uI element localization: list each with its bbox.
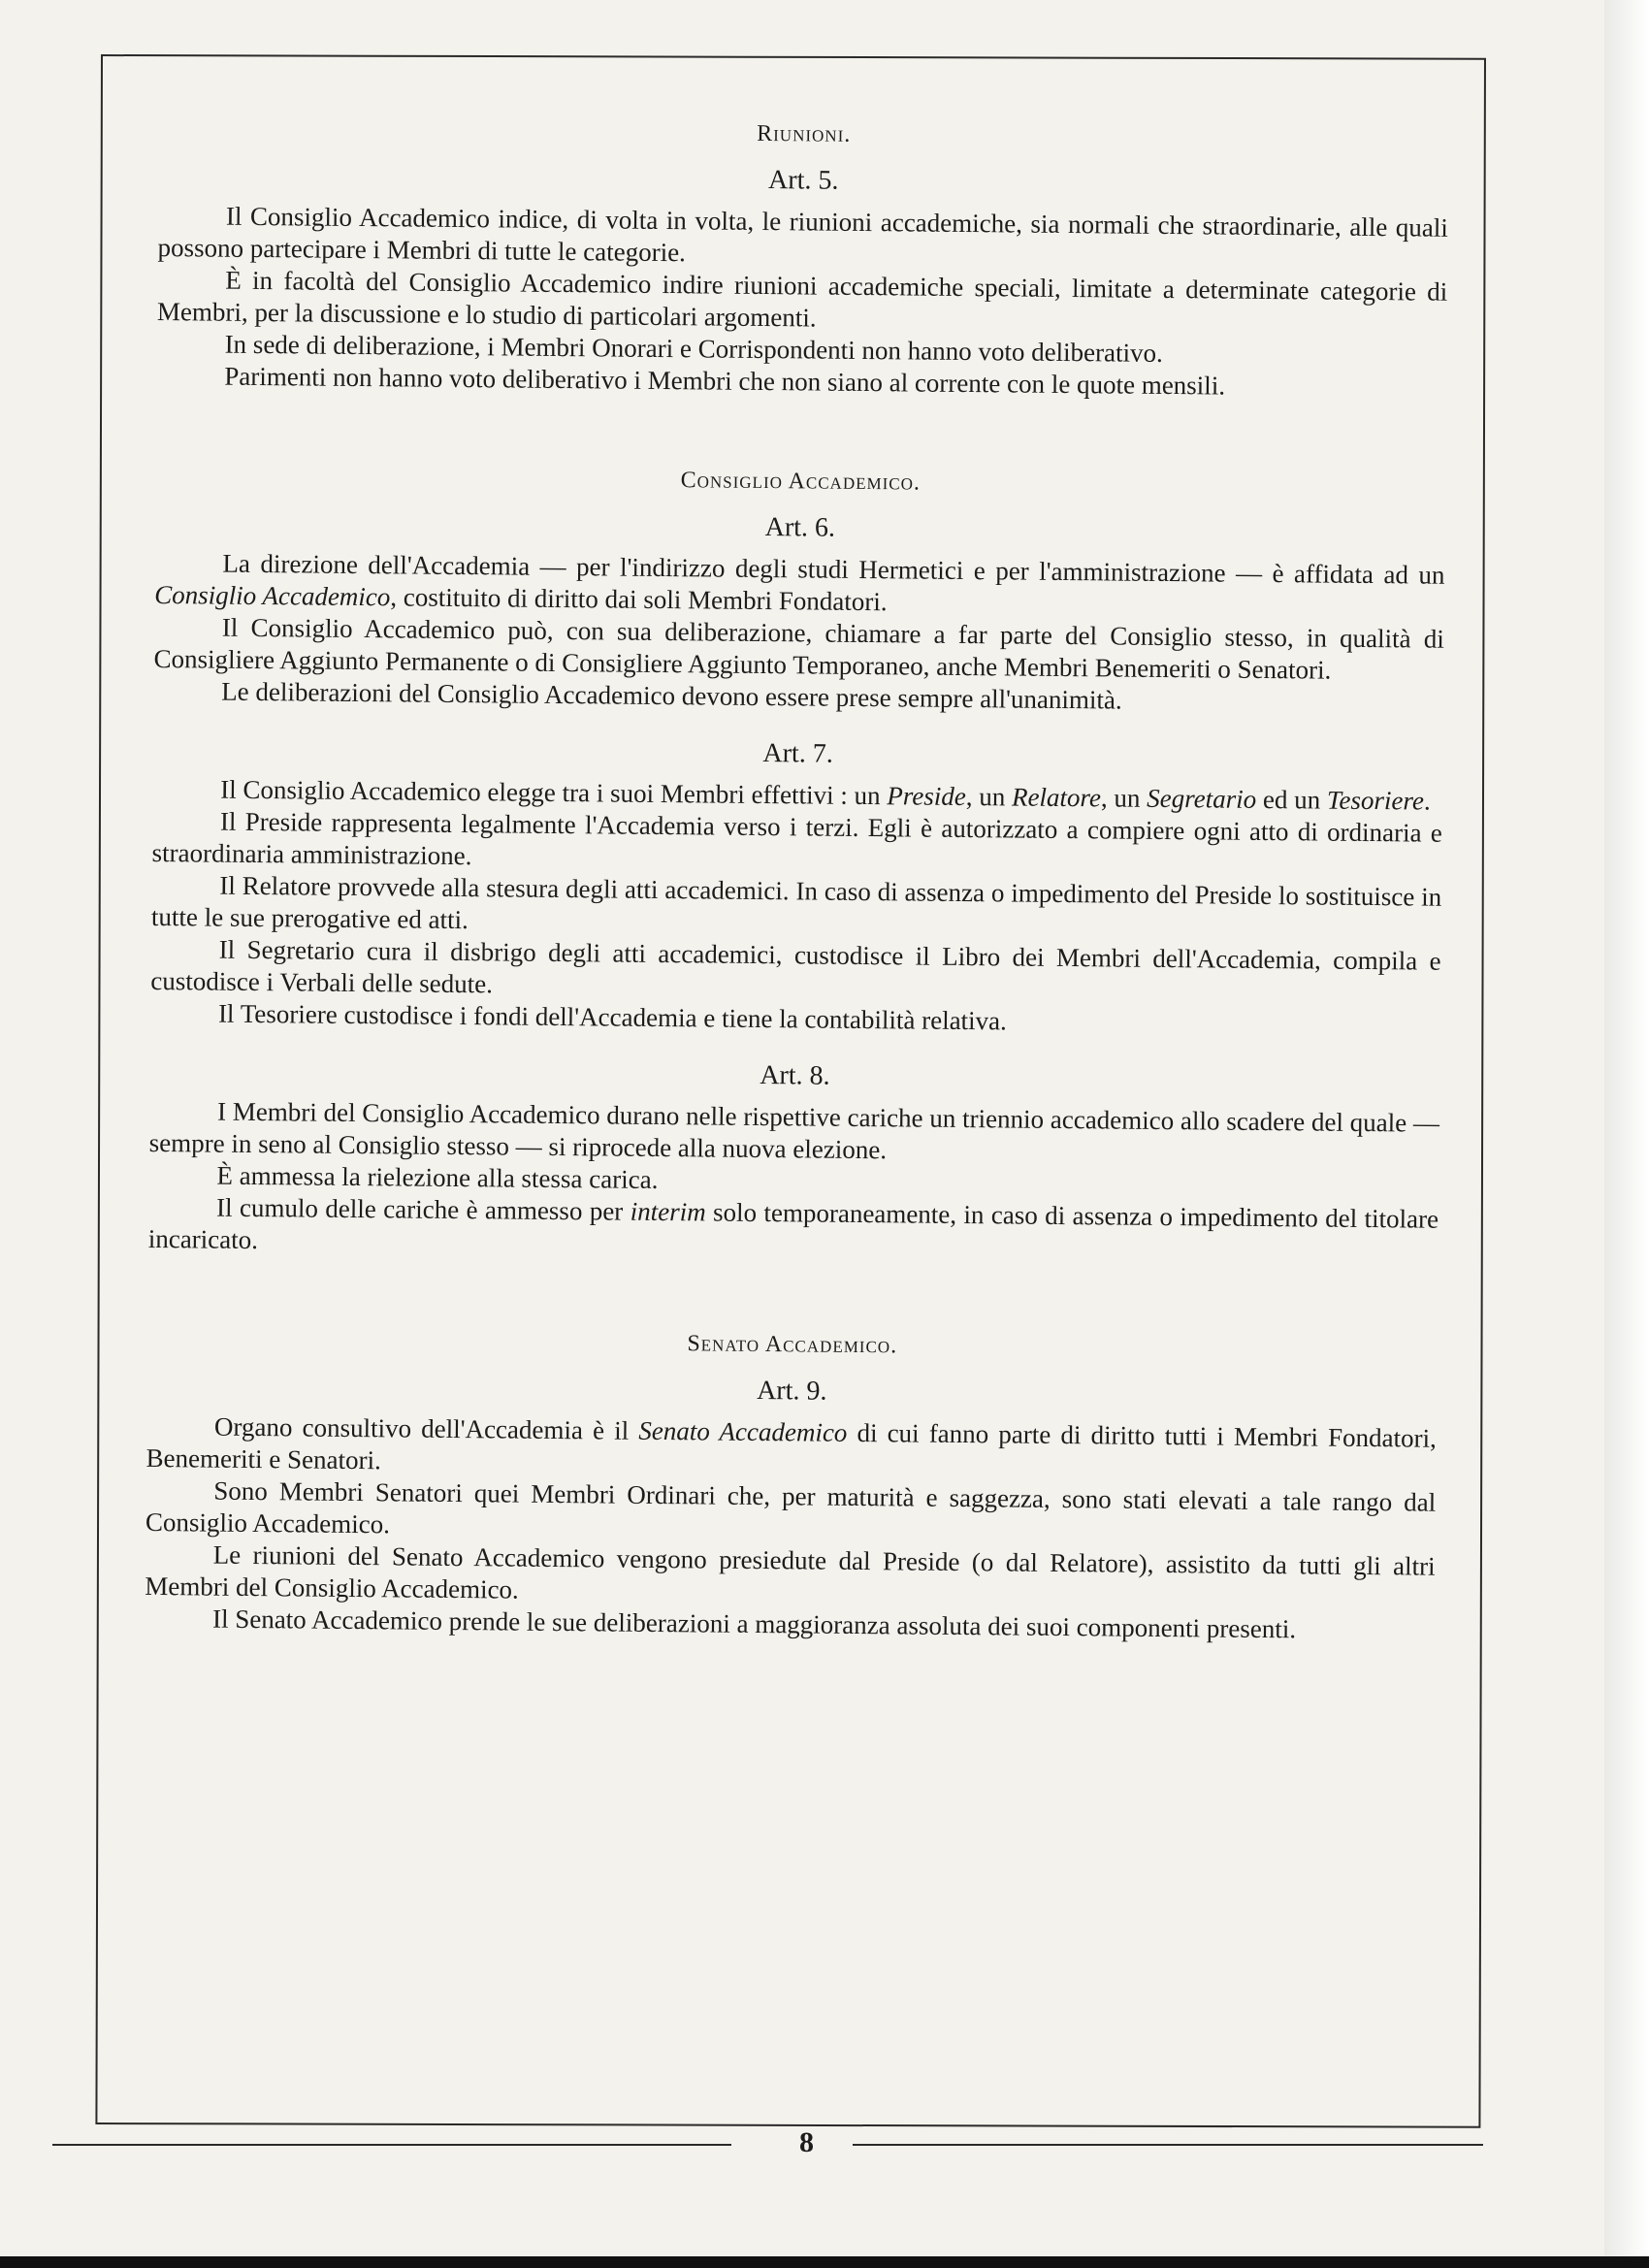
article-5-paragraph-3: In sede di deliberazione, i Membri Onorari e Corrispondenti non hanno voto deliberativo. bbox=[224, 329, 1164, 368]
article-8-paragraph-2: È ammessa la rielezione alla stessa carica. bbox=[216, 1160, 659, 1194]
article-9-title: Art. 9. bbox=[757, 1375, 827, 1407]
article-7-paragraph-4: Il Segretario cura il disbrigo degli atti accademici, custodisce il Libro dei Membri dell'Accademia, compila e custodisce i Verbali delle sedute. bbox=[150, 934, 1441, 999]
article-5-paragraph-2: È in facoltà del Consiglio Accademico indire riunioni accademiche speciali, limitate a determinate categorie di Membri, per la discussione e lo studio di particolari argomenti. bbox=[156, 265, 1448, 333]
footer-rule-left bbox=[52, 2144, 731, 2146]
page-content bbox=[145, 107, 1449, 1647]
article-9-paragraph-3: Le riunioni del Senato Accademico vengono presiedute dal Preside (o dal Relatore), assistito da tutti gli altri Membri del Consiglio Accademico. bbox=[145, 1539, 1436, 1604]
article-7-paragraph-2: Il Preside rappresenta legalmente l'Accademia verso i terzi. Egli è autorizzato a compiere ogni atto di ordinaria e straordinaria amministrazione. bbox=[151, 806, 1443, 871]
article-8-paragraph-1: I Membri del Consiglio Accademico durano nelle rispettive cariche un triennio accademico allo scadere del quale — sempre in seno al Consiglio stesso — si riprocede alla nuova elezione. bbox=[148, 1096, 1440, 1165]
scan-margin bbox=[1604, 0, 1649, 2268]
article-9-paragraph-4: Il Senato Accademico prende le sue deliberazioni a maggioranza assoluta dei suoi componenti presenti. bbox=[211, 1604, 1297, 1644]
article-7-title: Art. 7. bbox=[762, 738, 833, 769]
article-7-paragraph-1: Il Consiglio Accademico elegge tra i suoi Membri effettivi : un Preside, un Relatore, un Segretario ed un Tesoriere. bbox=[220, 774, 1431, 816]
article-6-title: Art. 6. bbox=[764, 512, 836, 543]
scan-bottom-edge bbox=[0, 2256, 1649, 2268]
article-6-paragraph-3: Le deliberazioni del Consiglio Accademico devono essere prese sempre all'unanimità. bbox=[221, 676, 1122, 715]
article-8-paragraph-3: Il cumulo delle cariche è ammesso per interim solo temporaneamente, in caso di assenza o impedimento del titolare incaricato. bbox=[147, 1192, 1439, 1255]
page-footer bbox=[52, 2126, 1488, 2158]
page-number: 8 bbox=[799, 2126, 814, 2158]
section-title-consiglio: Consiglio Accademico. bbox=[680, 468, 922, 496]
article-9-paragraph-2: Sono Membri Senatori quei Membri Ordinari che, per maturità e saggezza, sono stati elevati a tale rango dal Consiglio Accademico. bbox=[145, 1475, 1437, 1539]
section-title-riunioni: Riunioni. bbox=[757, 120, 852, 147]
article-5-title: Art. 5. bbox=[767, 165, 839, 196]
article-6-paragraph-2: Il Consiglio Accademico può, con sua deliberazione, chiamare a far parte del Consiglio stesso, in qualità di Consigliere Aggiunto Permanente o di Consigliere Aggiunto Temporaneo, anche Membri Benemeriti o Senatori. bbox=[153, 612, 1444, 685]
section-title-senato: Senato Accademico. bbox=[687, 1331, 898, 1359]
footer-rule-right bbox=[853, 2144, 1483, 2146]
article-6-paragraph-1: La direzione dell'Accademia — per l'indirizzo degli studi Hermetici e per l'amministrazione — è affidata ad un Consiglio Accademico, costituito di diritto dai soli Membri Fondatori. bbox=[154, 548, 1445, 617]
article-9-paragraph-1: Organo consultivo dell'Accademia è il Senato Accademico di cui fanno parte di diritto tutti i Membri Fondatori, Benemeriti e Senatori. bbox=[146, 1411, 1438, 1475]
article-5-paragraph-1: Il Consiglio Accademico indice, di volta in volta, le riunioni accademiche, sia normali che straordinarie, alle quali possono partecipare i Membri di tutte le categorie. bbox=[157, 201, 1449, 268]
article-7-paragraph-5: Il Tesoriere custodisce i fondi dell'Accademia e tiene la contabilità relativa. bbox=[217, 998, 1008, 1036]
article-7-paragraph-3: Il Relatore provvede alla stesura degli atti accademici. In caso di assenza o impedimento del Preside lo sostituisce in tutte le sue prerogative ed atti. bbox=[150, 870, 1442, 935]
article-5-paragraph-4: Parimenti non hanno voto deliberativo i Membri che non siano al corrente con le quote mensili. bbox=[224, 361, 1226, 401]
article-8-title: Art. 8. bbox=[760, 1059, 830, 1091]
